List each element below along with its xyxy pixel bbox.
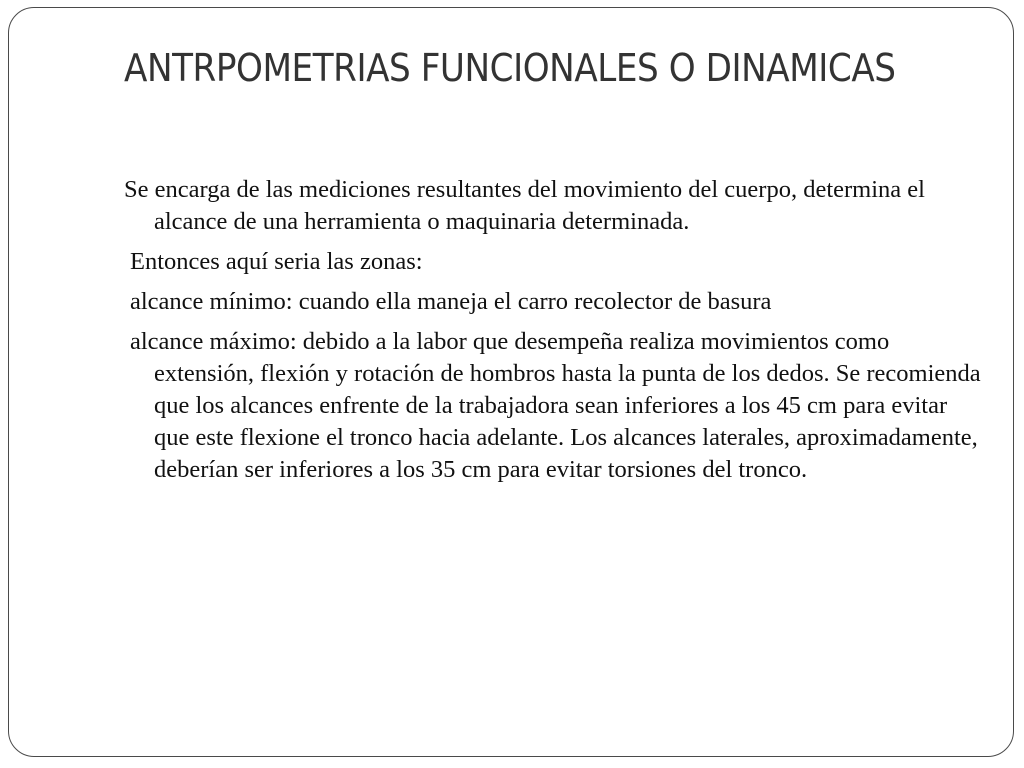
slide-title: ANTRPOMETRIAS FUNCIONALES O DINAMICAS	[124, 46, 896, 90]
paragraph-min-reach: alcance mínimo: cuando ella maneja el carro recolector de basura	[130, 288, 772, 315]
paragraph-max-reach: alcance máximo: debido a la labor que desempeña realiza movimientos como extensión, flexión y rotación de hombros hasta la punta de los dedos. Se recomienda que los alcances enfrente de la trabajadora sean inferiores a los 45 cm para evitar que este flexione el tronco hacia adelante. Los alcances laterales, aproximadamente, deberían ser inferiores a los 35 cm para evitar torsiones del tronco.	[130, 328, 981, 483]
slide-frame	[8, 7, 1014, 757]
paragraph-zones-intro: Entonces aquí seria las zonas:	[130, 248, 423, 275]
slide-body	[124, 174, 984, 494]
paragraph-definition: Se encarga de las mediciones resultantes del movimiento del cuerpo, determina el alcance de una herramienta o maquinaria determinada.	[124, 176, 925, 235]
